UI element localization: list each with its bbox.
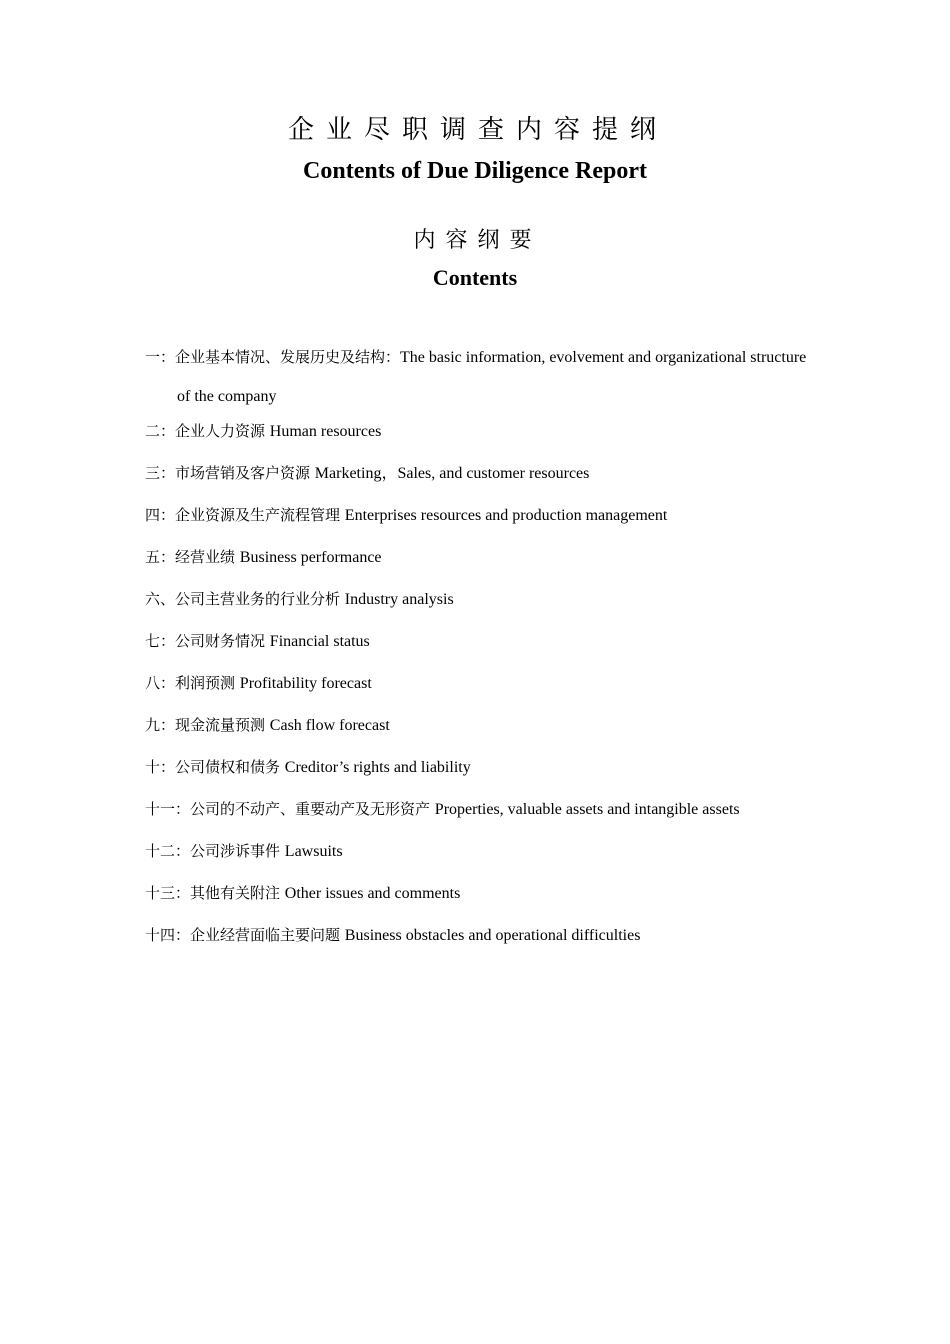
document-title-english: Contents of Due Diligence Report — [303, 158, 647, 184]
document-title-chinese: 企业尽职调查内容提纲 — [287, 115, 668, 145]
contents-heading-english: Contents — [432, 265, 518, 290]
toc-item-14 — [145, 920, 810, 951]
toc-item-title-chinese: 公司债权和债务 — [175, 758, 285, 776]
toc-item-title-chinese: 企业基本情况、发展历史及结构： — [175, 348, 401, 366]
toc-item-9 — [145, 710, 810, 741]
toc-item-title-english: Properties, valuable assets and intangible assets — [434, 801, 740, 818]
toc-item-number: 三： — [145, 464, 176, 482]
toc-item-number: 四： — [145, 506, 176, 524]
toc-item-title-english: Cash flow forecast — [269, 717, 390, 734]
toc-item-title-english: Profitability forecast — [239, 675, 372, 692]
toc-item-title-english: Creditor’s rights and liability — [284, 759, 471, 776]
toc-item-10 — [145, 752, 810, 783]
toc-item-title-chinese: 公司的不动产、重要动产及无形资产 — [190, 800, 435, 818]
toc-item-title-chinese: 公司涉诉事件 — [190, 842, 285, 860]
toc-item-title-english: Enterprises resources and production management — [344, 507, 668, 524]
toc-item-number: 一： — [145, 348, 176, 366]
toc-item-number: 十三： — [145, 884, 191, 902]
toc-item-7 — [145, 626, 810, 657]
toc-item-title-chinese: 其他有关附注 — [190, 884, 285, 902]
toc-item-number: 九： — [145, 716, 176, 734]
toc-item-title-chinese: 经营业绩 — [175, 548, 240, 566]
toc-item-2 — [145, 416, 810, 447]
toc-item-number: 十二： — [145, 842, 191, 860]
toc-item-number: 十： — [145, 758, 176, 776]
toc-item-title-english: Financial status — [269, 633, 370, 650]
toc-item-title-chinese: 公司财务情况 — [175, 632, 270, 650]
toc-item-title-english: Business performance — [239, 549, 382, 566]
toc-item-3 — [145, 458, 810, 489]
toc-item-number: 二： — [145, 422, 176, 440]
toc-item-title-chinese: 企业资源及生产流程管理 — [175, 506, 345, 524]
toc-item-title-chinese: 企业经营面临主要问题 — [190, 926, 345, 944]
toc-item-title-english: Business obstacles and operational difficulties — [344, 927, 641, 944]
toc-item-number: 十一： — [145, 800, 191, 818]
toc-item-12 — [145, 836, 810, 867]
toc-item-title-english: Other issues and comments — [284, 885, 461, 902]
toc-item-title-chinese: 现金流量预测 — [175, 716, 270, 734]
contents-heading-chinese: 内容纲要 — [413, 228, 542, 253]
toc-item-number: 七： — [145, 632, 176, 650]
toc-item-title-english: The basic information, evolvement and organizational structure of the company — [177, 349, 807, 405]
table-of-contents — [145, 338, 810, 962]
toc-item-8 — [145, 668, 810, 699]
toc-item-title-chinese: 市场营销及客户资源 — [175, 464, 315, 482]
toc-item-title-english: Human resources — [269, 423, 382, 440]
toc-item-13 — [145, 878, 810, 909]
toc-item-number: 十四： — [145, 926, 191, 944]
toc-item-title-english: Marketing，Sales, and customer resources — [314, 465, 590, 482]
toc-item-title-chinese: 公司主营业务的行业分析 — [175, 590, 345, 608]
toc-item-title-english: Industry analysis — [344, 591, 454, 608]
toc-item-5 — [145, 542, 810, 573]
toc-item-title-chinese: 企业人力资源 — [175, 422, 270, 440]
toc-item-number: 五： — [145, 548, 176, 566]
toc-item-4 — [145, 500, 810, 531]
toc-item-6 — [145, 584, 810, 615]
toc-item-11 — [145, 794, 810, 825]
toc-item-1 — [145, 338, 810, 416]
toc-item-number: 六、 — [145, 590, 176, 608]
toc-item-number: 八： — [145, 674, 176, 692]
toc-item-title-english: Lawsuits — [284, 843, 343, 860]
toc-item-title-chinese: 利润预测 — [175, 674, 240, 692]
